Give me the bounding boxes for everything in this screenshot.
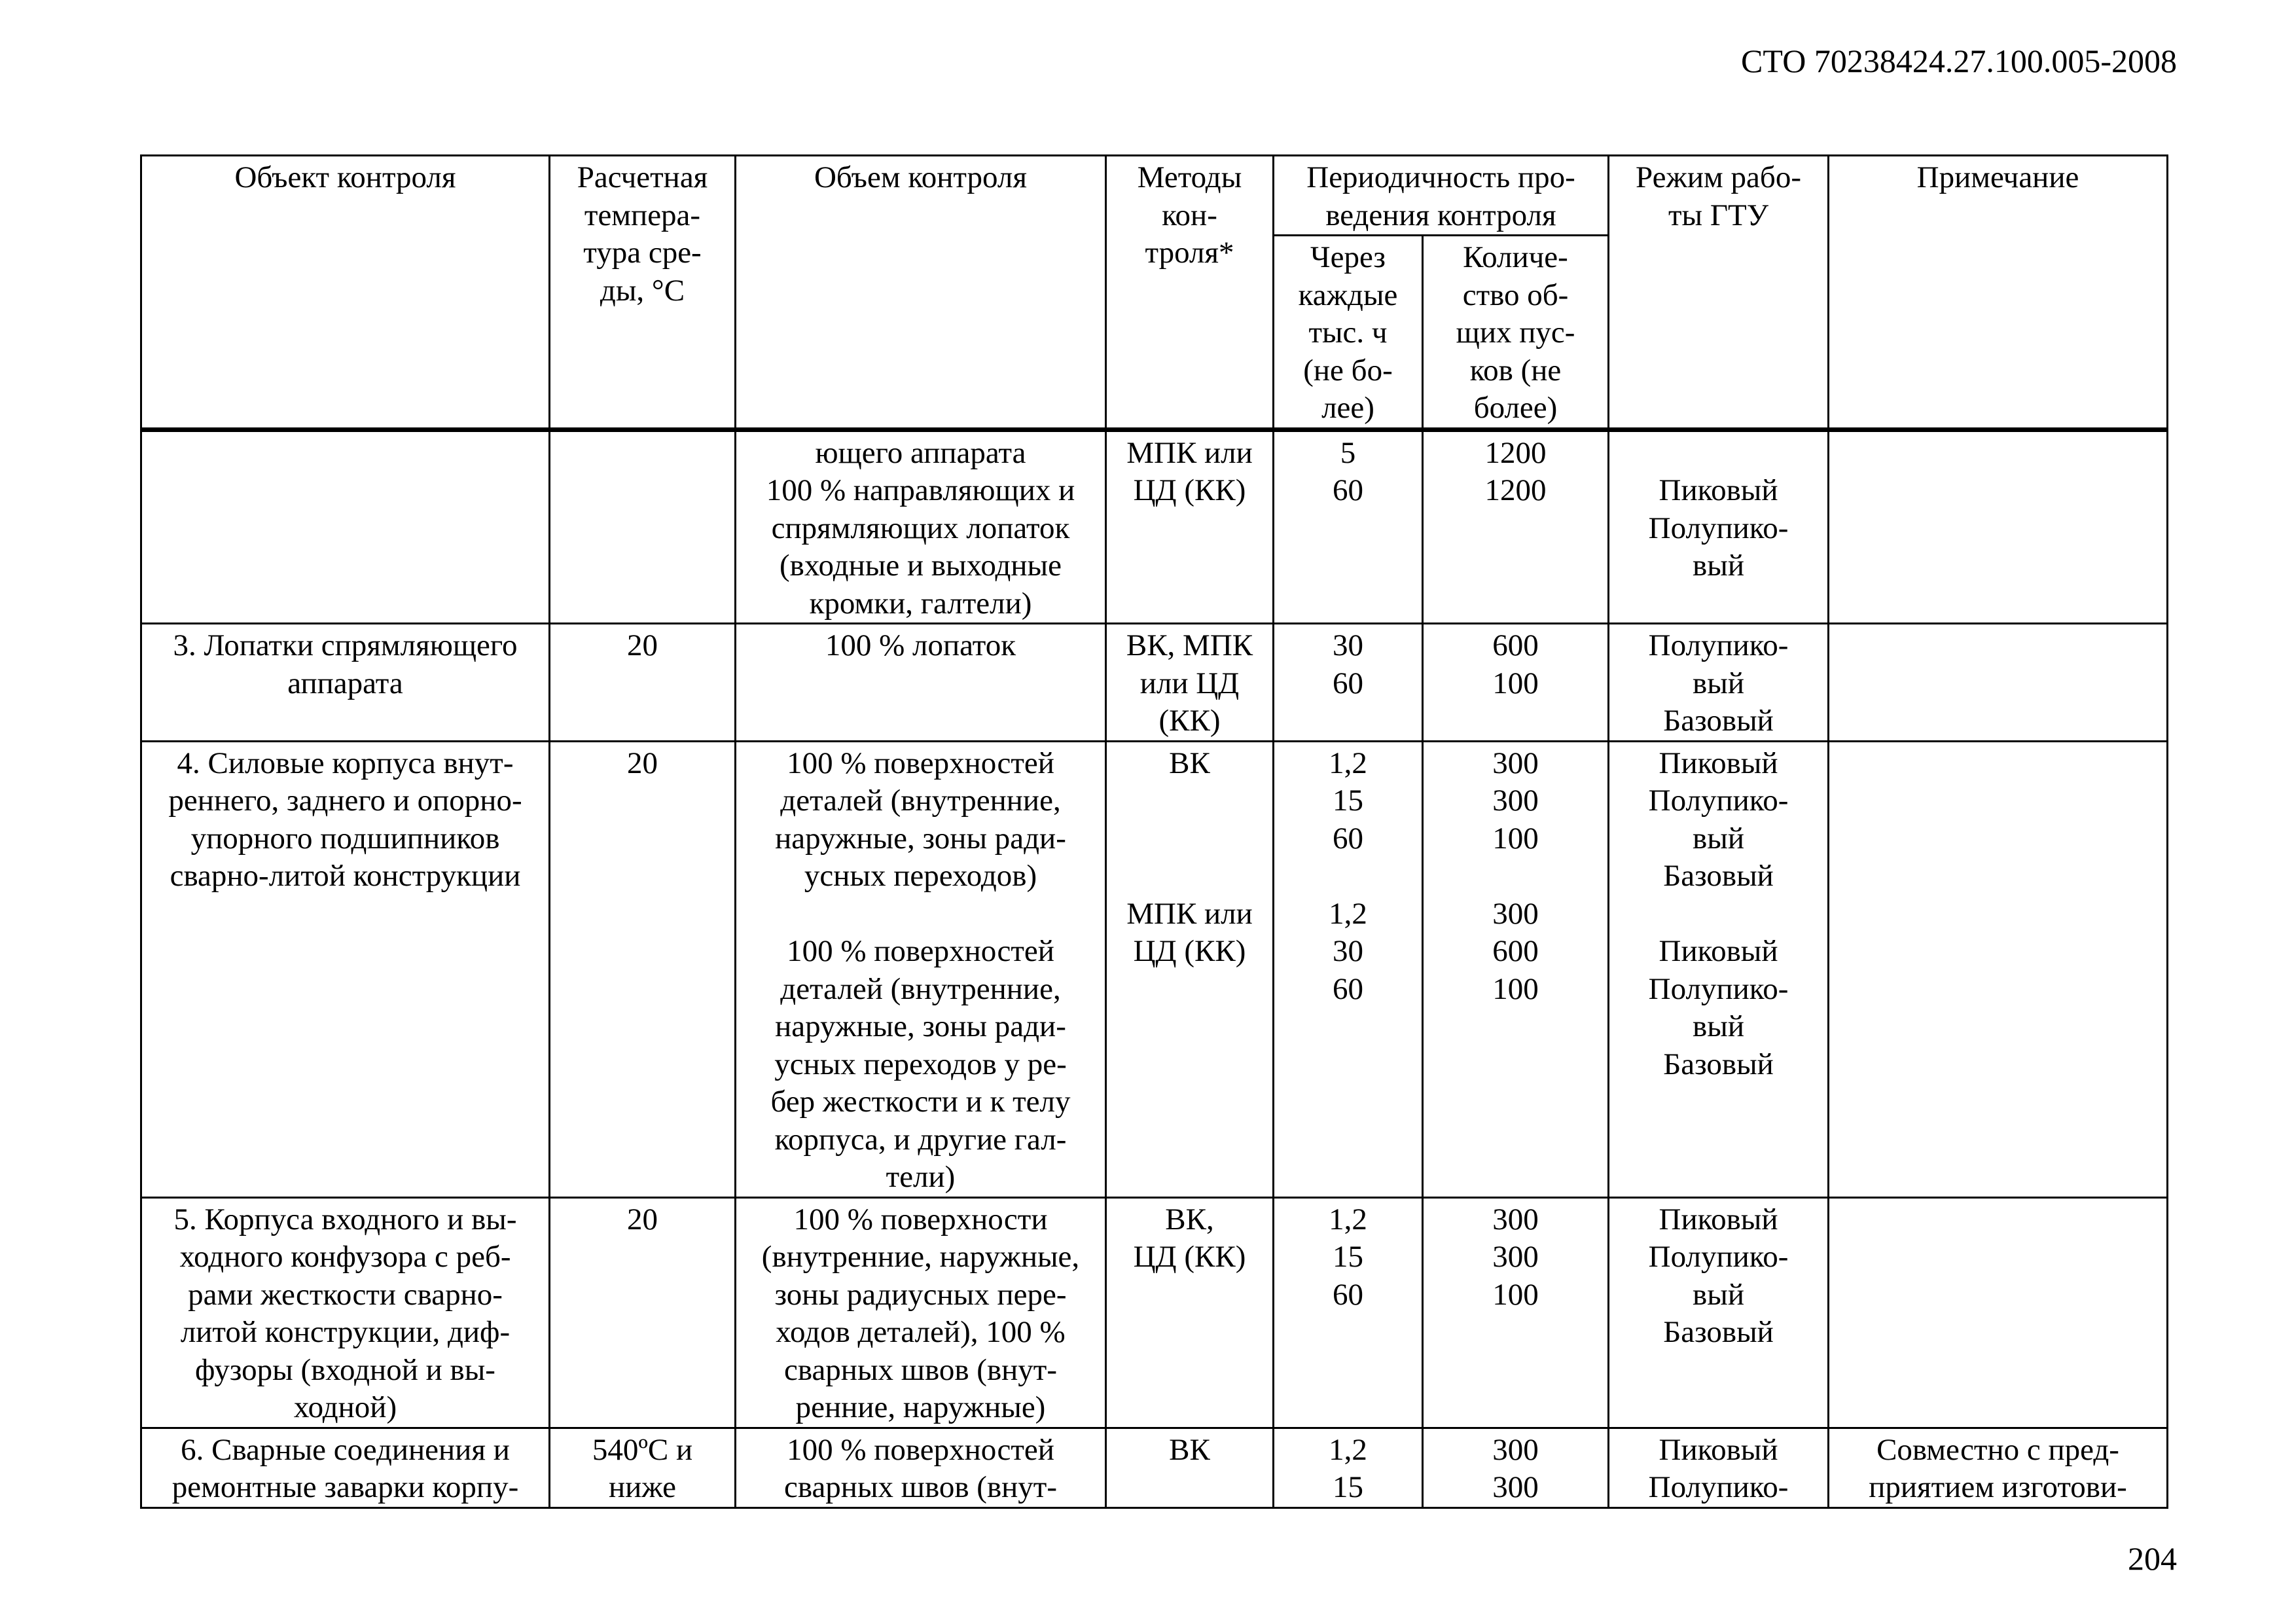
cell-line: Пиковый — [1659, 934, 1778, 968]
cell-methods — [1106, 429, 1274, 624]
cell-line: 100 — [1492, 821, 1539, 856]
cell-object — [141, 624, 550, 742]
cell-starts — [1423, 624, 1609, 742]
cell-line: 20 — [627, 628, 658, 662]
cell-line: МПК или — [1126, 896, 1253, 931]
cell-line: ВК, МПК — [1126, 628, 1253, 662]
cell-line: 60 — [1333, 1277, 1363, 1312]
cell-line: каждые — [1298, 278, 1398, 312]
cell-line: ков (не — [1469, 353, 1562, 388]
table-body — [141, 429, 2168, 1507]
cell-line: ходной) — [293, 1390, 397, 1424]
cell-line: Полупико- — [1648, 784, 1789, 818]
cell-line: ЦД (КК) — [1133, 934, 1246, 968]
cell-line: ды, °С — [600, 273, 685, 308]
cell-line: усных переходов) — [804, 859, 1037, 893]
cell-line: ющего аппарата — [815, 435, 1026, 470]
cell-line: 540ºС и — [592, 1432, 693, 1467]
cell-line: 100 % поверхностей — [787, 746, 1054, 780]
cell-line: вый — [1693, 821, 1744, 856]
cell-line: Базовый — [1663, 1047, 1774, 1081]
cell-line: Пиковый — [1659, 1202, 1778, 1236]
cell-line: Через — [1310, 240, 1386, 274]
table-row — [141, 1428, 2168, 1507]
cell-temperature — [550, 429, 736, 624]
cell-line: Объект контроля — [234, 160, 456, 194]
cell-line — [1612, 435, 1825, 473]
cell-line: Пиковый — [1659, 473, 1778, 507]
cell-line: 1,2 — [1329, 1202, 1367, 1236]
cell-line: 3. Лопатки спрямляющего — [173, 628, 518, 662]
header-methods — [1106, 156, 1274, 430]
cell-line: ство об- — [1462, 278, 1569, 312]
cell-line: реннего, заднего и опорно- — [168, 784, 522, 818]
header-mode — [1609, 156, 1829, 430]
cell-line: ты ГТУ — [1668, 198, 1769, 232]
cell-mode — [1609, 624, 1829, 742]
cell-line: Пиковый — [1659, 746, 1778, 780]
cell-line: Базовый — [1663, 859, 1774, 893]
cell-line: 20 — [627, 1202, 658, 1236]
cell-starts — [1423, 1428, 1609, 1507]
cell-line: аппарата — [287, 666, 403, 700]
cell-line: 60 — [1333, 473, 1363, 507]
cell-line: 100 % направляющих и — [766, 473, 1075, 507]
cell-line: 300 — [1492, 1240, 1539, 1274]
cell-line: щих пус- — [1456, 316, 1575, 350]
page-number: 204 — [2128, 1540, 2177, 1577]
cell-line: 5 — [1340, 435, 1356, 470]
cell-line: ниже — [608, 1470, 677, 1504]
cell-line — [1109, 782, 1270, 820]
cell-line: тура сре- — [583, 236, 702, 270]
cell-line: приятием изготови- — [1869, 1470, 2127, 1504]
cell-line: вый — [1693, 666, 1744, 700]
cell-line: Методы — [1137, 160, 1242, 194]
cell-line: вый — [1693, 1277, 1744, 1312]
cell-object — [141, 741, 550, 1197]
cell-line: 60 — [1333, 821, 1363, 856]
header-object — [141, 156, 550, 430]
table-row — [141, 429, 2168, 624]
cell-line: 100 % поверхности — [793, 1202, 1048, 1236]
cell-line: 4. Силовые корпуса внут- — [177, 746, 514, 780]
cell-line: кромки, галтели) — [809, 586, 1032, 621]
cell-starts — [1423, 741, 1609, 1197]
cell-mode — [1609, 1428, 1829, 1507]
cell-scope — [736, 624, 1106, 742]
cell-note — [1829, 1197, 2168, 1428]
cell-starts — [1423, 1197, 1609, 1428]
cell-line: 30 — [1333, 628, 1363, 662]
cell-line: Примечание — [1916, 160, 2079, 194]
cell-line: Базовый — [1663, 704, 1774, 738]
cell-temperature — [550, 624, 736, 742]
cell-temperature — [550, 1428, 736, 1507]
cell-scope — [736, 1197, 1106, 1428]
cell-line: Расчетная — [577, 160, 708, 194]
cell-line: ходного конфузора с реб- — [179, 1240, 511, 1274]
cell-line: деталей (внутренние, — [780, 784, 1061, 818]
cell-line: ведения контроля — [1325, 198, 1556, 232]
cell-line — [1277, 857, 1419, 895]
cell-line: лее) — [1321, 391, 1374, 425]
header-starts — [1423, 236, 1609, 430]
cell-line: 100 % поверхностей — [787, 934, 1054, 968]
cell-line: 300 — [1492, 1470, 1539, 1504]
cell-line: 300 — [1492, 784, 1539, 818]
header-scope — [736, 156, 1106, 430]
cell-line: ВК — [1169, 746, 1210, 780]
table-row — [141, 1197, 2168, 1428]
cell-line: темпера- — [584, 198, 701, 232]
cell-mode — [1609, 741, 1829, 1197]
header-temperature — [550, 156, 736, 430]
cell-line: Базовый — [1663, 1315, 1774, 1349]
cell-line: 100 % лопаток — [825, 628, 1016, 662]
cell-line: (не бо- — [1303, 353, 1393, 388]
cell-line: наружные, зоны ради- — [775, 1009, 1066, 1043]
cell-line: (КК) — [1158, 704, 1221, 738]
cell-line: 1200 — [1484, 473, 1547, 507]
cell-line: Полупико- — [1648, 511, 1789, 545]
cell-line: рами жесткости сварно- — [188, 1277, 503, 1312]
cell-starts — [1423, 429, 1609, 624]
cell-line: Периодичность про- — [1306, 160, 1575, 194]
cell-object — [141, 429, 550, 624]
cell-line: ЦД (КК) — [1133, 1240, 1246, 1274]
cell-line: деталей (внутренние, — [780, 971, 1061, 1006]
cell-line: сварных швов (внут- — [784, 1352, 1057, 1387]
cell-methods — [1106, 1428, 1274, 1507]
cell-line: 60 — [1333, 666, 1363, 700]
cell-line: упорного подшипников — [190, 821, 500, 856]
cell-line: 100 — [1492, 1277, 1539, 1312]
cell-note — [1829, 1428, 2168, 1507]
cell-line: сварных швов (внут- — [784, 1470, 1057, 1504]
cell-line: фузоры (входной и вы- — [195, 1352, 495, 1387]
cell-line: Полупико- — [1648, 971, 1789, 1006]
cell-line: троля* — [1145, 236, 1234, 270]
header-note — [1829, 156, 2168, 430]
cell-line: Количе- — [1463, 240, 1568, 274]
cell-line: 1200 — [1484, 435, 1547, 470]
cell-line: или ЦД — [1139, 666, 1240, 700]
cell-line — [1109, 820, 1270, 858]
cell-line: тыс. ч — [1308, 316, 1388, 350]
cell-scope — [736, 1428, 1106, 1507]
cell-line: 600 — [1492, 934, 1539, 968]
cell-methods — [1106, 624, 1274, 742]
cell-mode — [1609, 1197, 1829, 1428]
cell-line: Полупико- — [1648, 1240, 1789, 1274]
cell-line: 300 — [1492, 896, 1539, 931]
table-row — [141, 624, 2168, 742]
cell-line: литой конструкции, диф- — [180, 1315, 511, 1349]
cell-line: Режим рабо- — [1636, 160, 1801, 194]
cell-line — [739, 895, 1102, 933]
cell-line: 300 — [1492, 1432, 1539, 1467]
cell-line: вый — [1693, 1009, 1744, 1043]
cell-line: зоны радиусных пере- — [774, 1277, 1067, 1312]
cell-line: 100 — [1492, 971, 1539, 1006]
cell-line — [1612, 895, 1825, 933]
cell-line: Полупико- — [1648, 1470, 1789, 1504]
cell-note — [1829, 741, 2168, 1197]
cell-interval — [1274, 1428, 1423, 1507]
cell-line: 1,2 — [1329, 746, 1367, 780]
cell-line: 600 — [1492, 628, 1539, 662]
cell-line: вый — [1693, 549, 1744, 583]
cell-line: 15 — [1333, 1470, 1363, 1504]
document-code: СТО 70238424.27.100.005-2008 — [1741, 43, 2177, 79]
cell-mode — [1609, 429, 1829, 624]
cell-line: тели) — [886, 1160, 956, 1194]
table-row — [141, 741, 2168, 1197]
cell-line: кон- — [1162, 198, 1217, 232]
cell-scope — [736, 741, 1106, 1197]
cell-line: 1,2 — [1329, 896, 1367, 931]
cell-line: Полупико- — [1648, 628, 1789, 662]
cell-line: (внутренние, наружные, — [761, 1240, 1080, 1274]
cell-line: ходов деталей), 100 % — [776, 1315, 1066, 1349]
cell-line: более) — [1473, 391, 1558, 425]
cell-line — [1109, 857, 1270, 895]
cell-line: ремонтные заварки корпу- — [171, 1470, 519, 1504]
cell-line: ренние, наружные) — [795, 1390, 1046, 1424]
control-table — [140, 154, 2168, 1509]
cell-note — [1829, 429, 2168, 624]
cell-interval — [1274, 624, 1423, 742]
cell-line — [1426, 857, 1605, 895]
cell-line: 100 — [1492, 666, 1539, 700]
cell-line: корпуса, и другие гал- — [774, 1122, 1067, 1157]
cell-line: 60 — [1333, 971, 1363, 1006]
cell-line: 300 — [1492, 1202, 1539, 1236]
header-periodicity — [1274, 156, 1609, 236]
cell-note — [1829, 624, 2168, 742]
cell-line: спрямляющих лопаток — [771, 511, 1070, 545]
cell-line: бер жесткости и к телу — [770, 1085, 1071, 1119]
table-header — [141, 156, 2168, 430]
cell-line: Пиковый — [1659, 1432, 1778, 1467]
cell-line: ЦД (КК) — [1133, 473, 1246, 507]
cell-line: Совместно с пред- — [1876, 1432, 2119, 1467]
cell-scope — [736, 429, 1106, 624]
cell-temperature — [550, 741, 736, 1197]
cell-line: 1,2 — [1329, 1432, 1367, 1467]
cell-line: ВК — [1169, 1432, 1210, 1467]
cell-interval — [1274, 1197, 1423, 1428]
cell-line: сварно-литой конструкции — [170, 859, 521, 893]
cell-line: 15 — [1333, 784, 1363, 818]
cell-interval — [1274, 741, 1423, 1197]
cell-line: ВК, — [1165, 1202, 1214, 1236]
cell-line: 5. Корпуса входного и вы- — [173, 1202, 517, 1236]
cell-object — [141, 1197, 550, 1428]
cell-line: усных переходов у ре- — [774, 1047, 1067, 1081]
cell-temperature — [550, 1197, 736, 1428]
cell-object — [141, 1428, 550, 1507]
header-interval — [1274, 236, 1423, 430]
cell-line: 100 % поверхностей — [787, 1432, 1054, 1467]
cell-line: МПК или — [1126, 435, 1253, 470]
cell-methods — [1106, 1197, 1274, 1428]
cell-interval — [1274, 429, 1423, 624]
cell-line: 15 — [1333, 1240, 1363, 1274]
cell-line: 6. Сварные соединения и — [181, 1432, 510, 1467]
cell-methods — [1106, 741, 1274, 1197]
cell-line: наружные, зоны ради- — [775, 821, 1066, 856]
cell-line: Объем контроля — [814, 160, 1027, 194]
cell-line: (входные и выходные — [780, 549, 1062, 583]
cell-line: 20 — [627, 746, 658, 780]
cell-line: 30 — [1333, 934, 1363, 968]
cell-line: 300 — [1492, 746, 1539, 780]
